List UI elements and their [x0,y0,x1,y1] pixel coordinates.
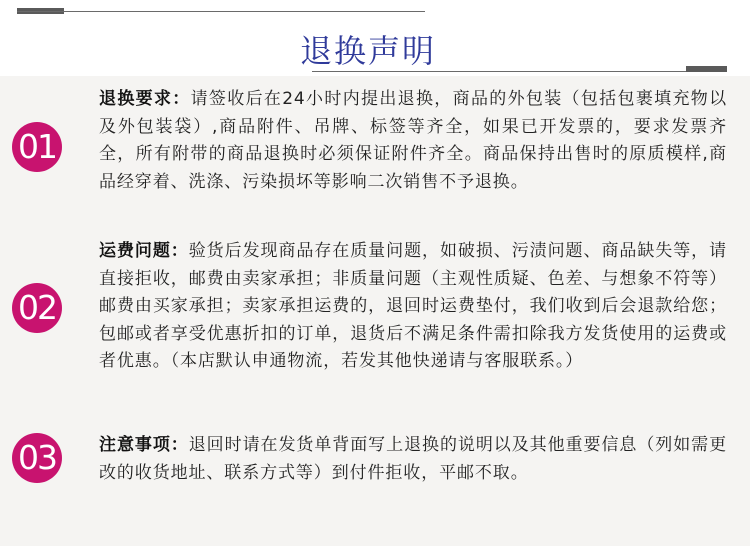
section-number-badge: 03 [12,433,62,483]
section-text [99,86,727,196]
section-text [99,238,727,376]
page-title: 退换声明 [300,32,437,70]
section-number-badge: 02 [12,283,62,333]
section-number-badge: 01 [12,122,62,172]
section-body: 验货后发现商品存在质量问题，如破损、污渍问题、商品缺失等，请直接拒收，邮费由卖家承担；非质量问题（主观性质疑、色差、与想象不符等）邮费由买家承担；卖家承担运费的，退回时运费垫付，我们收到后会退款给您；包邮或者享受优惠折扣的订单，退货后不满足条件需扣除我方发货使用的运费或者优惠。（本店默认申通物流，若发其他快递请与客服联系。） [99,241,728,371]
section-body: 退回时请在发货单背面写上退换的说明以及其他重要信息（列如需更改的收货地址、联系方式等）到付件拒收，平邮不取。 [99,435,728,483]
header-rule-bottom [312,71,726,72]
section-body: 请签收后在24小时内提出退换，商品的外包装（包括包裹填充物以及外包装袋）,商品附件、吊牌、标签等齐全，如果已开发票的，要求发票齐全，所有附带的商品退换时必须保证附件齐全。商品保持出售时的原质模样,商品经穿着、洗涤、污染损坏等影响二次销售不予退换。 [99,89,727,192]
content-panel [0,76,750,546]
section-heading: 注意事项： [99,435,189,455]
section-heading: 退换要求： [99,89,191,109]
section-text [99,432,727,487]
section-heading: 运费问题： [99,241,189,261]
header-accent-bar-right [686,66,727,72]
header-rule-top [17,11,425,12]
